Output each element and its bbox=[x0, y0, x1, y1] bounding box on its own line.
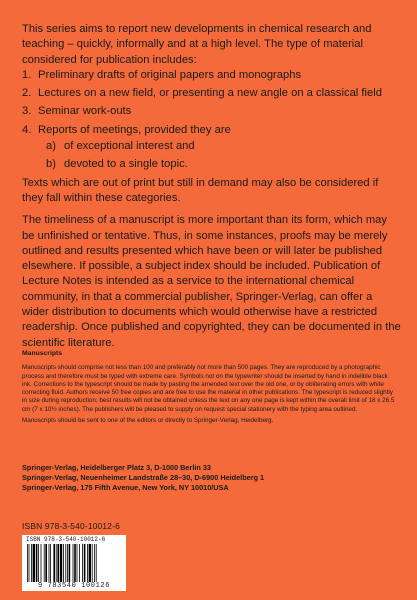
list-text: Seminar work-outs bbox=[38, 105, 132, 118]
manuscripts-submission-note: Manuscripts should be sent to one of the editors or directly to Springer-Verlag, Heidelberg. bbox=[22, 417, 274, 425]
list-item bbox=[22, 86, 402, 101]
categories-paragraph: Texts which are out of print but still in demand may also be considered if they fall within these categories. bbox=[22, 176, 379, 204]
barcode-bars bbox=[25, 544, 123, 582]
list-number: 3. bbox=[22, 105, 32, 118]
series-description bbox=[22, 22, 402, 351]
sub-list-text: devoted to a single topic. bbox=[64, 158, 188, 171]
list-number: 2. bbox=[22, 87, 32, 100]
manuscripts-section bbox=[22, 350, 397, 425]
barcode-digits: 9 783540 100126 bbox=[37, 582, 110, 590]
list-item bbox=[22, 123, 402, 138]
list-number: 1. bbox=[22, 68, 32, 81]
sub-list bbox=[46, 139, 402, 173]
sub-list-item bbox=[46, 157, 402, 172]
publisher-addresses bbox=[22, 463, 397, 494]
list-text: Preliminary drafts of original papers and monographs bbox=[38, 68, 302, 81]
sub-list-letter: a) bbox=[46, 140, 56, 153]
barcode-isbn: ISBN 978-3-540-10012-6 bbox=[26, 536, 106, 543]
manuscripts-heading: Manuscripts bbox=[22, 350, 63, 357]
address-line: Springer-Verlag, 175 Fifth Avenue, New York, NY 10010/USA bbox=[22, 483, 229, 493]
sub-list-text: of exceptional interest and bbox=[64, 140, 195, 153]
timeliness-paragraph: The timeliness of a manuscript is more important than its form, which may be unfinished or tentative. Thus, in some instances, proofs may be merely outlined and results presented which have been or will later be published elsewhere. If possible, a subject index should be included. Publication of Lecture Notes is intended as a service to the international chemical community, in that a commercial publisher, Springer-Verlag, can offer a wider distribution to documents which would otherwise have a restricted readership. Once published and copyrighted, they can be documented in the scientific literature. bbox=[22, 214, 401, 349]
sub-list-letter: b) bbox=[46, 158, 56, 171]
list-item bbox=[22, 104, 402, 119]
address-line: Springer-Verlag, Neuenheimer Landstraße 28–30, D-6900 Heidelberg 1 bbox=[22, 473, 265, 483]
barcode bbox=[22, 535, 126, 591]
isbn-label: ISBN 978-3-540-10012-6 bbox=[22, 521, 120, 531]
manuscripts-body: Manuscripts should comprise not less than 100 and preferably not more than 500 pages. They are reproduced by a photographic process and therefore must be typed with extreme care. Symbols not on the typewriter should be inserted by hand in indelible black ink. Corrections to the typescript should be made by pasting the amended text over the old one, or by obliterating errors with white correcting fluid. Authors receive 50 free copies and are free to use the material in other publications. The typescript is reduced slightly in size during reproduction; best results will not be obtained unless the text on any one page is kept within the overall limit of 18 x 26.5 cm (7 x 10½ inches). The publishers will be pleased to supply on request special stationery with the typing area outlined. bbox=[22, 364, 395, 413]
list-text: Lectures on a new field, or presenting a new angle on a classical field bbox=[38, 87, 382, 100]
list-text: Reports of meetings, provided they are bbox=[38, 123, 231, 136]
address-line: Springer-Verlag, Heidelberger Platz 3, D-1000 Berlin 33 bbox=[22, 463, 211, 472]
list-item bbox=[22, 68, 402, 83]
list-number: 4. bbox=[22, 123, 32, 136]
sub-list-item bbox=[46, 139, 402, 154]
intro-paragraph: This series aims to report new developments in chemical research and teaching – quickly, informally and at a high level. The type of material considered for publication includes: bbox=[22, 23, 372, 66]
